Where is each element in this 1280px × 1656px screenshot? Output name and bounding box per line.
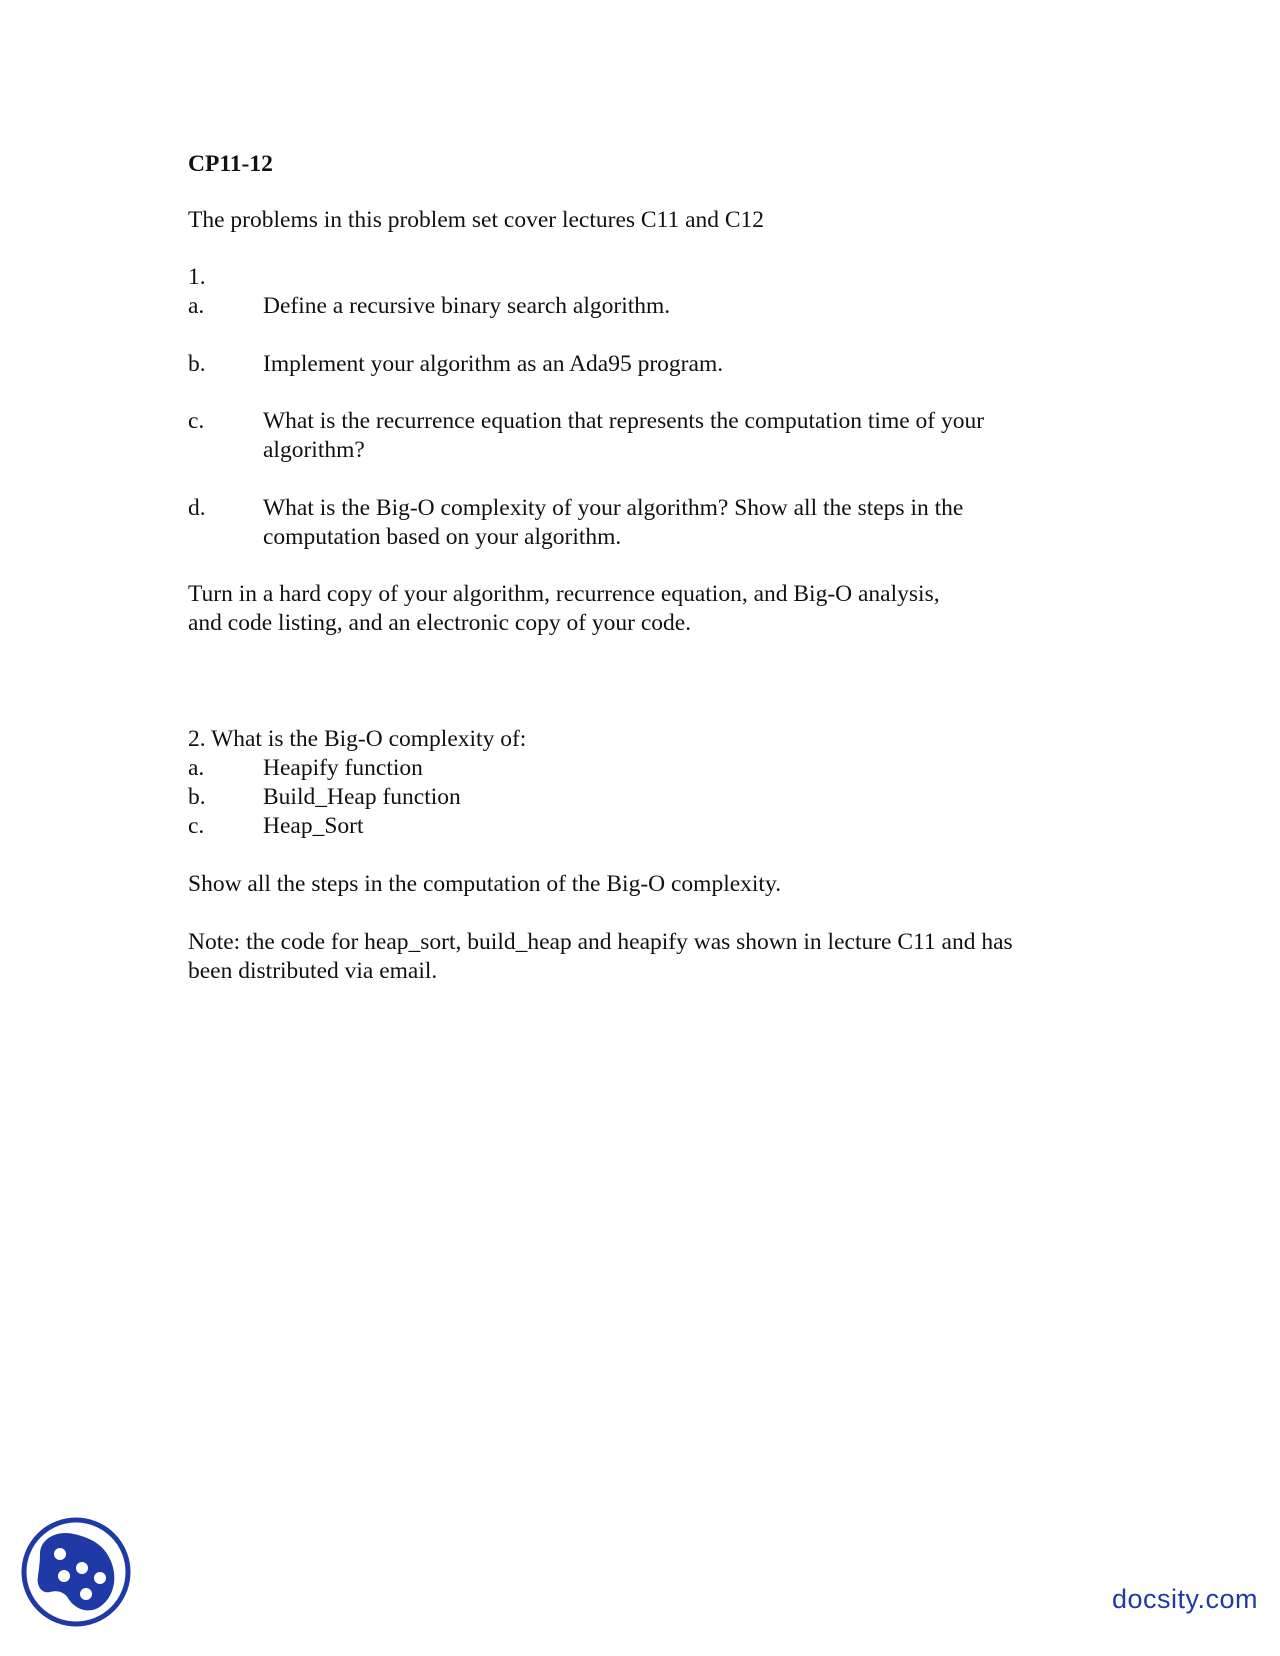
problem2-item-a-text: Heapify function: [263, 755, 423, 781]
problem1-item-c-text-line2: algorithm?: [263, 437, 365, 463]
problem2-instruction: Show all the steps in the computation of the Big-O complexity.: [188, 871, 782, 897]
problem2-item-c-text: Heap_Sort: [263, 813, 364, 839]
problem1-item-d-label: d.: [188, 495, 206, 521]
note-line2: been distributed via email.: [188, 958, 438, 984]
page-title: CP11-12: [188, 151, 273, 177]
docsity-brand-link[interactable]: docsity.com: [1111, 1584, 1258, 1614]
problem1-item-a-text: Define a recursive binary search algorithm.: [263, 293, 671, 319]
problem1-item-d-text-line2: computation based on your algorithm.: [263, 524, 622, 550]
note-line1: Note: the code for heap_sort, build_heap and heapify was shown in lecture C11 and has: [188, 929, 1013, 955]
problem2-item-b-text: Build_Heap function: [263, 784, 461, 810]
intro-text: The problems in this problem set cover lectures C11 and C12: [188, 207, 765, 233]
problem1-item-c-label: c.: [188, 408, 205, 434]
turn-in-line1: Turn in a hard copy of your algorithm, recurrence equation, and Big-O analysis,: [188, 581, 940, 607]
problem1-item-a-label: a.: [188, 293, 205, 319]
problem1-item-b-label: b.: [188, 351, 206, 377]
problem2-item-a-label: a.: [188, 755, 205, 781]
problem1-item-b-text: Implement your algorithm as an Ada95 program.: [263, 351, 724, 377]
turn-in-line2: and code listing, and an electronic copy of your code.: [188, 610, 692, 636]
problem2-heading: 2. What is the Big-O complexity of:: [188, 726, 527, 752]
problem1-number: 1.: [188, 264, 206, 290]
problem1-item-d-text-line1: What is the Big-O complexity of your algorithm? Show all the steps in the: [263, 495, 964, 521]
docsity-logo-icon: [20, 1516, 132, 1628]
problem2-item-b-label: b.: [188, 784, 206, 810]
problem2-item-c-label: c.: [188, 813, 205, 839]
problem1-item-c-text-line1: What is the recurrence equation that represents the computation time of your: [263, 408, 985, 434]
